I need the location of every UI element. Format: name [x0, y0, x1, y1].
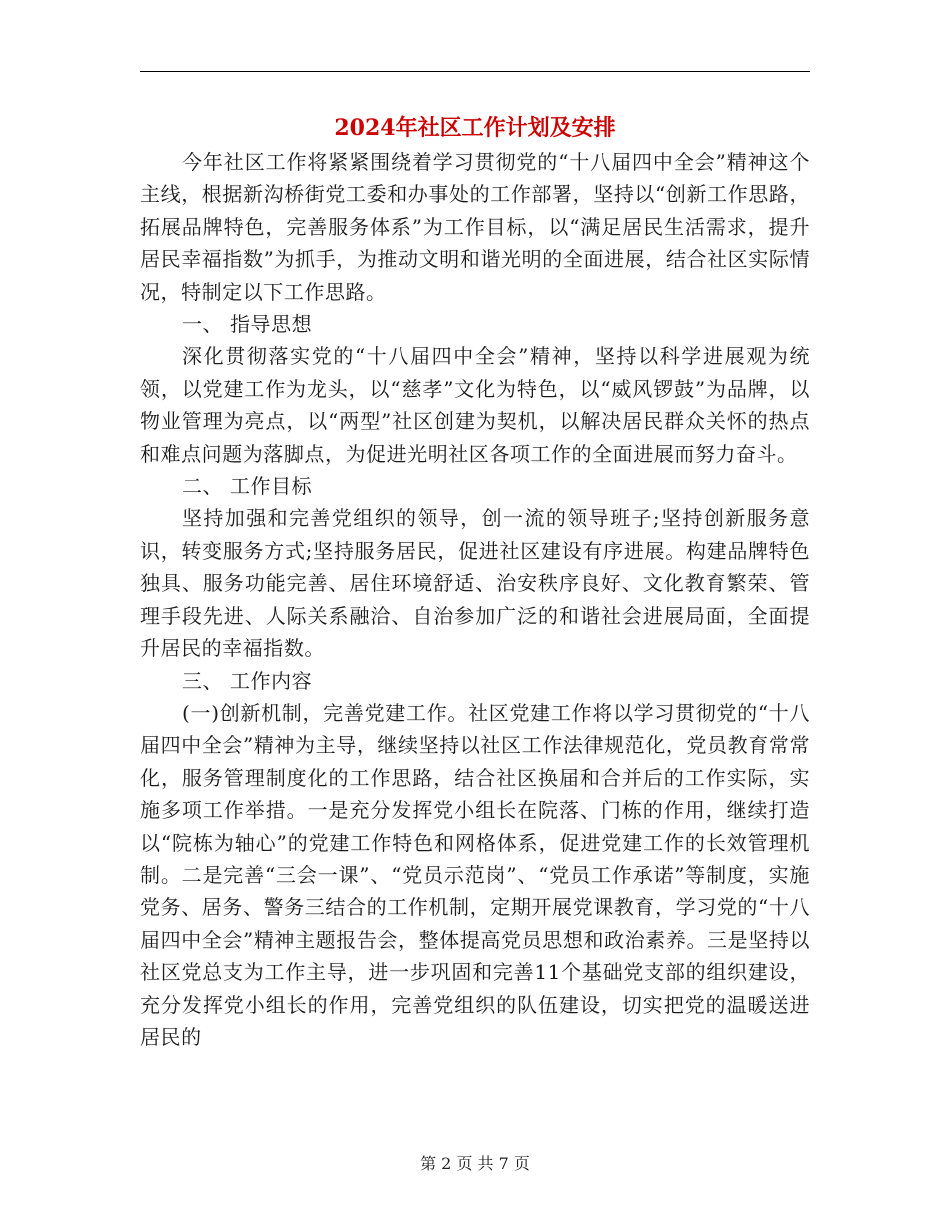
document-body	[140, 146, 810, 1053]
section-heading-work-content: 三、 工作内容	[182, 668, 313, 693]
work-goals-paragraph: 坚持加强和完善党组织的领导，创一流的领导班子;坚持创新服务意识，转变服务方式;坚持服务居民，促进社区建设有序进展。构建品牌特色独具、服务功能完善、居住环境舒适、治安秩序良好、文化教育繁荣、管理手段先进、人际关系融洽、自治参加广泛的和谐社会进展局面，全面提升居民的幸福指数。	[140, 506, 810, 661]
intro-paragraph: 今年社区工作将紧紧围绕着学习贯彻党的“十八届四中全会”精神这个主线，根据新沟桥街党工委和办事处的工作部署，坚持以“创新工作思路，拓展品牌特色，完善服务体系”为工作目标，以“满足居民生活需求，提升居民幸福指数”为抓手，为推动文明和谐光明的全面进展，结合社区实际情况，特制定以下工作思路。	[140, 150, 810, 304]
section-heading-work-goals: 二、 工作目标	[182, 474, 313, 499]
document-title: 2024年社区工作计划及安排	[334, 115, 616, 141]
section-heading-guiding-ideology: 一、 指导思想	[182, 312, 313, 337]
guiding-ideology-paragraph: 深化贯彻落实党的“十八届四中全会”精神，坚持以科学进展观为统领，以党建工作为龙头，以“慈孝”文化为特色，以“威风锣鼓”为品牌，以物业管理为亮点，以“两型”社区创建为契机，以解决居民群众关怀的热点和难点问题为落脚点，为促进光明社区各项工作的全面进展而努力奋斗。	[140, 344, 810, 466]
header-rule	[140, 71, 810, 72]
page-number: 第 2 页 共 7 页	[420, 1154, 530, 1173]
work-content-paragraph: (一)创新机制，完善党建工作。社区党建工作将以学习贯彻党的“十八届四中全会”精神为主导，继续坚持以社区工作法律规范化，党员教育常常化，服务管理制度化的工作思路，结合社区换届和合并后的工作实际，实施多项工作举措。一是充分发挥党小组长在院落、门栋的作用，继续打造以“院栋为轴心”的党建工作特色和网格体系，促进党建工作的长效管理机制。二是完善“三会一课”、“党员示范岗”、“党员工作承诺”等制度，实施党务、居务、警务三结合的工作机制，定期开展党课教育，学习党的“十八届四中全会”精神主题报告会，整体提高党员思想和政治素养。三是坚持以社区党总支为工作主导，进一步巩固和完善11个基础党支部的组织建设，充分发挥党小组长的作用，完善党组织的队伍建设，切实把党的温暖送进居民的	[140, 700, 810, 1049]
